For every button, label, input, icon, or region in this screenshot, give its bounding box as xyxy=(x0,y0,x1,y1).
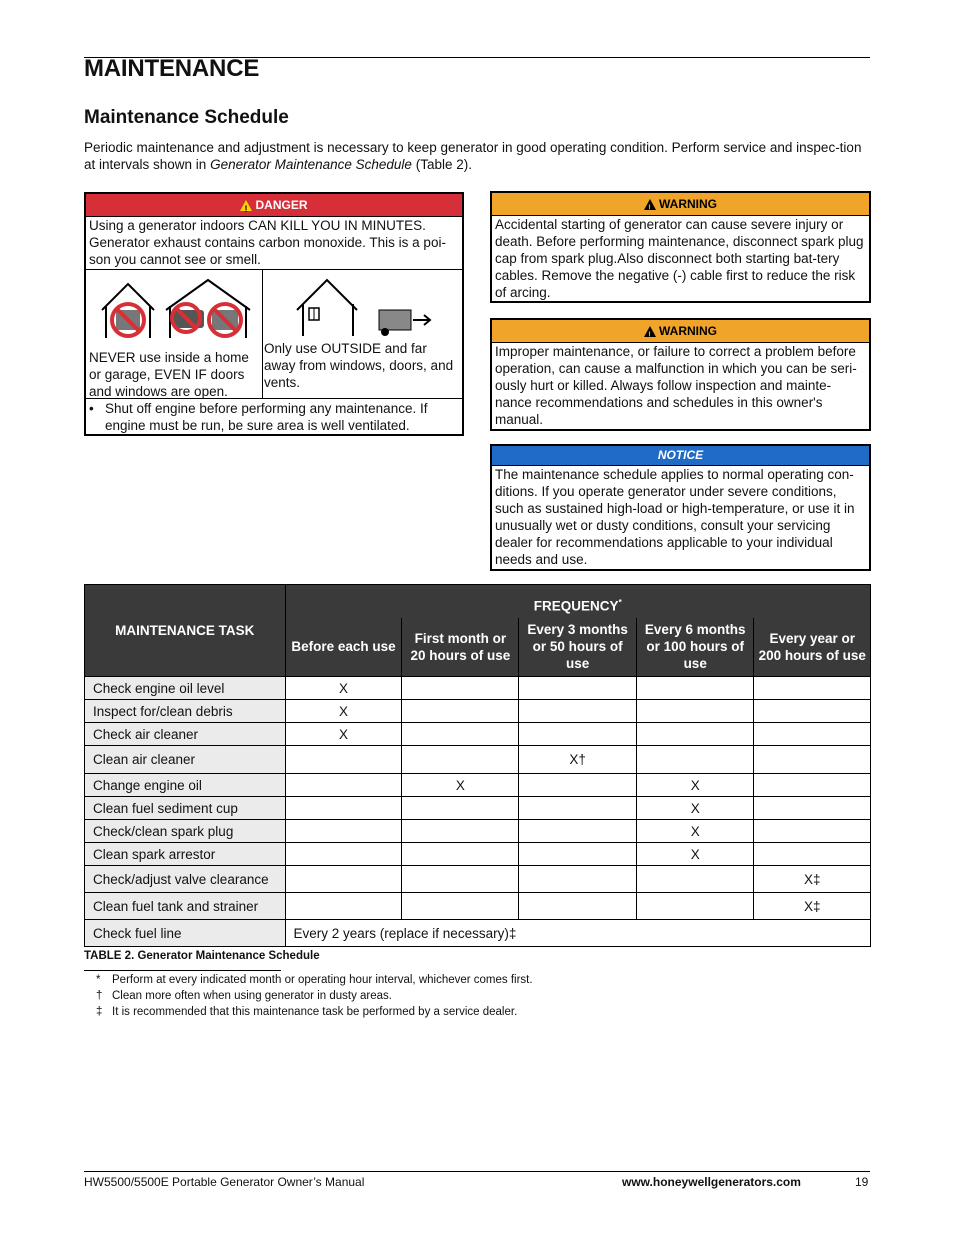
danger-text: Using a generator indoors CAN KILL YOU IN MINUTES. Generator exhaust contains carbon monoxide. This is a poi-son you cannot see or smell. xyxy=(86,217,462,270)
schedule-cell: X xyxy=(285,677,402,700)
danger-bullet: • Shut off engine before performing any maintenance. If engine must be run, be sure area is well ventilated. xyxy=(89,401,428,433)
schedule-cell xyxy=(285,843,402,866)
fuel-line-interval-cell: Every 2 years (replace if necessary)‡ xyxy=(285,920,871,947)
warning-box-maintenance xyxy=(490,318,871,431)
schedule-cell xyxy=(754,843,871,866)
footnote xyxy=(84,988,533,1004)
danger-right-panel xyxy=(263,270,462,398)
task-cell: Check/adjust valve clearance xyxy=(85,866,286,893)
schedule-cell xyxy=(402,820,519,843)
schedule-cell xyxy=(285,893,402,920)
schedule-cell xyxy=(636,866,754,893)
schedule-cell: X xyxy=(285,723,402,746)
footer-website: www.honeywellgenerators.com xyxy=(622,1175,801,1189)
task-cell: Inspect for/clean debris xyxy=(85,700,286,723)
footnote xyxy=(84,972,533,988)
schedule-cell: X xyxy=(636,820,754,843)
schedule-cell xyxy=(636,700,754,723)
schedule-cell xyxy=(754,700,871,723)
task-cell: Clean fuel tank and strainer xyxy=(85,893,286,920)
page-number: 19 xyxy=(855,1175,869,1189)
schedule-cell xyxy=(285,820,402,843)
task-cell: Check fuel line xyxy=(85,920,286,947)
frequency-column-header: Before each use xyxy=(285,618,402,677)
warning-box-starting xyxy=(490,191,871,303)
schedule-cell xyxy=(402,677,519,700)
footnotes xyxy=(84,972,533,1020)
schedule-cell xyxy=(402,700,519,723)
task-cell: Clean spark arrestor xyxy=(85,843,286,866)
task-cell: Check engine oil level xyxy=(85,677,286,700)
footnote-symbol: * xyxy=(96,974,101,986)
frequency-column-header: Every 6 months or 100 hours of use xyxy=(636,618,754,677)
schedule-cell xyxy=(636,893,754,920)
table-row xyxy=(85,700,871,723)
schedule-cell xyxy=(519,677,637,700)
schedule-cell: X xyxy=(636,774,754,797)
outdoor-use-icon xyxy=(293,276,433,340)
footnote-rule xyxy=(84,970,281,971)
no-indoor-use-icon xyxy=(98,276,258,340)
schedule-cell xyxy=(285,746,402,774)
frequency-column-header: Every 3 months or 50 hours of use xyxy=(519,618,637,677)
warning-header: ! WARNING xyxy=(492,193,869,216)
warning-text: Accidental starting of generator can cause severe injury or death. Before performing maintenance, disconnect spark plug cap from spark plug.Also disconnect both starting bat-tery cables. Remove the negative (-) cable first to reduce the risk of arcing. xyxy=(495,217,864,300)
footer-rule xyxy=(84,1171,870,1172)
schedule-cell xyxy=(519,866,637,893)
schedule-cell: X xyxy=(636,797,754,820)
schedule-cell xyxy=(636,677,754,700)
schedule-cell xyxy=(402,797,519,820)
table-row xyxy=(85,723,871,746)
schedule-cell xyxy=(754,746,871,774)
footnote-text: Perform at every indicated month or operating hour interval, whichever comes first. xyxy=(112,974,533,986)
frequency-column-header: First month or 20 hours of use xyxy=(402,618,519,677)
notice-header: NOTICE xyxy=(492,446,869,466)
task-cell: Change engine oil xyxy=(85,774,286,797)
table-row xyxy=(85,866,871,893)
schedule-cell xyxy=(402,893,519,920)
schedule-cell: X‡ xyxy=(754,893,871,920)
warning-triangle-icon: ! xyxy=(644,199,656,210)
schedule-cell xyxy=(754,677,871,700)
task-cell: Clean air cleaner xyxy=(85,746,286,774)
intro-paragraph: Periodic maintenance and adjustment is necessary to keep generator in good operating condition. Perform service and inspec-tion at intervals shown in Generator Maintenance Schedule (Table 2). xyxy=(84,140,862,172)
schedule-cell xyxy=(636,746,754,774)
schedule-cell xyxy=(519,820,637,843)
warning-text: Improper maintenance, or failure to correct a problem before operation, can cause a malfunction in which you can be seri-ously hurt or killed. Always follow inspection and mainte-nance recommendations and schedules in this owner's manual. xyxy=(495,344,857,427)
task-cell: Clean fuel sediment cup xyxy=(85,797,286,820)
schedule-cell xyxy=(402,866,519,893)
schedule-cell xyxy=(402,746,519,774)
schedule-cell xyxy=(754,723,871,746)
table-row xyxy=(85,746,871,774)
frequency-column-header: Every year or 200 hours of use xyxy=(754,618,871,677)
task-column-header: MAINTENANCE TASK xyxy=(85,585,286,677)
schedule-cell xyxy=(636,723,754,746)
schedule-cell xyxy=(754,774,871,797)
schedule-cell xyxy=(519,700,637,723)
schedule-cell xyxy=(754,820,871,843)
schedule-cell: X xyxy=(402,774,519,797)
schedule-cell xyxy=(519,893,637,920)
notice-box xyxy=(490,444,871,571)
table-row xyxy=(85,920,871,947)
bullet-icon: • xyxy=(89,401,94,416)
schedule-cell xyxy=(285,797,402,820)
schedule-cell xyxy=(754,797,871,820)
maintenance-schedule-table xyxy=(84,584,871,947)
table-row xyxy=(85,820,871,843)
footnote xyxy=(84,1004,533,1020)
schedule-cell: X† xyxy=(519,746,637,774)
danger-header: ! DANGER xyxy=(86,194,462,217)
warning-header: ! WARNING xyxy=(492,320,869,343)
danger-box xyxy=(84,192,464,436)
schedule-cell xyxy=(519,774,637,797)
warning-triangle-icon: ! xyxy=(644,326,656,337)
schedule-cell xyxy=(519,723,637,746)
table-row xyxy=(85,797,871,820)
task-cell: Check air cleaner xyxy=(85,723,286,746)
schedule-cell xyxy=(402,723,519,746)
danger-right-caption: Only use OUTSIDE and far away from windows, doors, and vents. xyxy=(264,341,454,390)
task-cell: Check/clean spark plug xyxy=(85,820,286,843)
warning-triangle-icon: ! xyxy=(240,200,252,211)
schedule-reference: Generator Maintenance Schedule xyxy=(210,157,412,172)
table-caption: TABLE 2. Generator Maintenance Schedule xyxy=(84,950,320,962)
footnote-symbol: ‡ xyxy=(96,1006,103,1018)
table-row xyxy=(85,893,871,920)
footnote-symbol: † xyxy=(96,990,103,1002)
table-row xyxy=(85,677,871,700)
table-row xyxy=(85,843,871,866)
notice-text: The maintenance schedule applies to normal operating con-ditions. If you operate generator under severe conditions, such as sustained high-load or high-temperature, or use it in unusually wet or dusty conditions, consult your servicing dealer for recommendations applicable to your individual needs and use. xyxy=(495,467,855,567)
danger-left-caption: NEVER use inside a home or garage, EVEN IF doors and windows are open. xyxy=(89,350,249,399)
footer-manual-title: HW5500/5500E Portable Generator Owner’s Manual xyxy=(84,1175,365,1189)
schedule-cell xyxy=(285,774,402,797)
danger-pictograms xyxy=(86,270,462,399)
danger-left-panel xyxy=(86,270,263,398)
section-heading: Maintenance Schedule xyxy=(84,107,289,128)
footnote-text: It is recommended that this maintenance task be performed by a service dealer. xyxy=(112,1006,518,1018)
schedule-cell xyxy=(285,866,402,893)
page-title: MAINTENANCE xyxy=(84,55,260,82)
schedule-cell: X xyxy=(285,700,402,723)
footnote-text: Clean more often when using generator in dusty areas. xyxy=(112,990,392,1002)
schedule-cell xyxy=(519,843,637,866)
frequency-header: FREQUENCY* xyxy=(285,585,871,618)
schedule-cell xyxy=(402,843,519,866)
schedule-cell: X xyxy=(636,843,754,866)
schedule-cell: X‡ xyxy=(754,866,871,893)
schedule-cell xyxy=(519,797,637,820)
table-row xyxy=(85,774,871,797)
